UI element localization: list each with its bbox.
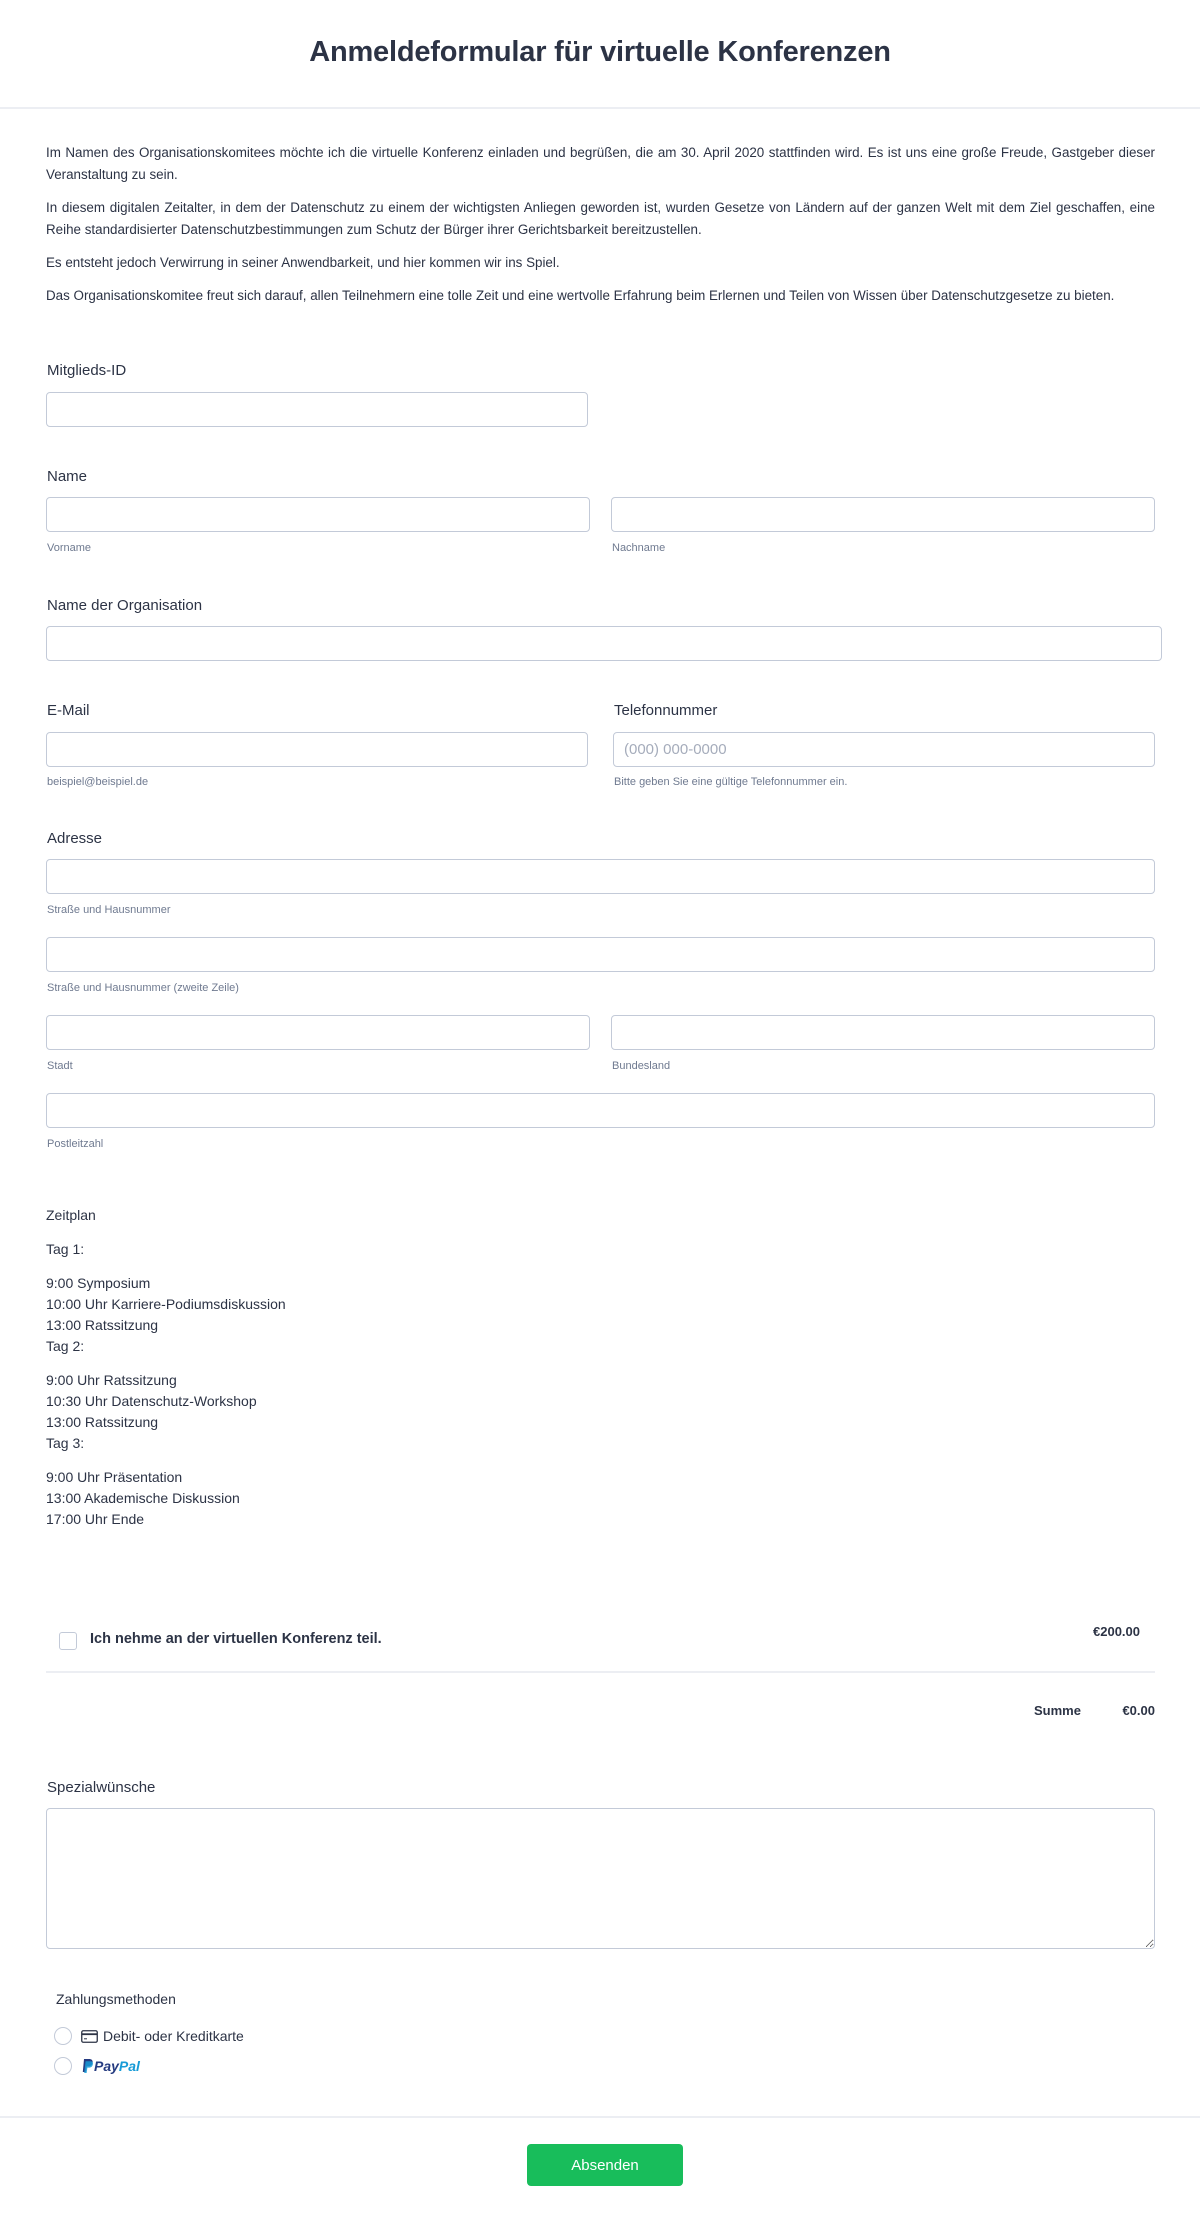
intro-paragraph: Es entsteht jedoch Verwirrung in seiner Anwendbarkeit, und hier kommen wir ins Spiel.: [46, 255, 560, 270]
schedule-item: 13:00 Ratssitzung: [46, 1414, 159, 1430]
intro-paragraph: Das Organisationskomitee freut sich darauf, allen Teilnehmern eine tolle Zeit und eine wertvolle Erfahrung beim Erlernen und Teilen von Wissen über Datenschutzgesetze zu bieten.: [46, 288, 1115, 303]
phone-sublabel: Bitte geben Sie eine gültige Telefonnummer ein.: [614, 776, 848, 788]
schedule-item: 9:00 Symposium: [46, 1275, 151, 1291]
organisation-label: Name der Organisation: [47, 597, 203, 614]
organisation-input[interactable]: [46, 626, 1162, 661]
member-id-input[interactable]: [46, 392, 588, 427]
submit-button[interactable]: Absenden: [527, 2144, 683, 2186]
phone-label: Telefonnummer: [614, 702, 718, 719]
member-id-label: Mitglieds-ID: [47, 362, 127, 379]
payment-radio-card[interactable]: [54, 2027, 72, 2045]
schedule-day-label: Tag 2:: [46, 1338, 85, 1354]
state-sublabel: Bundesland: [612, 1060, 671, 1072]
total-value: €0.00: [1122, 1703, 1155, 1718]
intro-paragraph: Im Namen des Organisationskomitees möchte ich die virtuelle Konferenz einladen und begrüßen, die am 30. April 2020 stattfinden wird. Es ist uns eine große Freude, Gastgeber dieser Veranstaltung zu sein.: [46, 145, 1155, 182]
schedule-item: 13:00 Akademische Diskussion: [46, 1490, 240, 1506]
phone-input[interactable]: [613, 732, 1155, 767]
attend-product-label[interactable]: Ich nehme an der virtuellen Konferenz teil.: [90, 1631, 382, 1647]
email-input[interactable]: [46, 732, 588, 767]
address-label: Adresse: [47, 830, 103, 847]
schedule-item: 17:00 Uhr Ende: [46, 1511, 145, 1527]
street-input[interactable]: [46, 859, 1155, 894]
payment-option-card-label[interactable]: Debit- oder Kreditkarte: [103, 2028, 244, 2044]
schedule-item: 9:00 Uhr Präsentation: [46, 1469, 183, 1485]
schedule-item: 9:00 Uhr Ratssitzung: [46, 1372, 177, 1388]
schedule-day-label: Tag 1:: [46, 1241, 85, 1257]
form-header: [0, 0, 1200, 109]
schedule-text: [46, 1205, 286, 1530]
name-label: Name: [47, 468, 88, 485]
product-divider: [46, 1671, 1155, 1673]
email-label: E-Mail: [47, 702, 90, 719]
paypal-pay-text: Pay: [94, 2058, 119, 2074]
page-title: Anmeldeformular für virtuelle Konferenzen: [309, 36, 891, 68]
first-name-sublabel: Vorname: [47, 542, 92, 554]
payment-radio-paypal[interactable]: [54, 2057, 72, 2075]
paypal-logo-icon: [82, 2059, 93, 2078]
attend-checkbox[interactable]: [59, 1632, 77, 1650]
zip-input[interactable]: [46, 1093, 1155, 1128]
footer-divider: [0, 2116, 1200, 2118]
schedule-title: Zeitplan: [46, 1207, 96, 1223]
city-input[interactable]: [46, 1015, 590, 1050]
special-requests-textarea[interactable]: [46, 1808, 1155, 1949]
intro-paragraph: In diesem digitalen Zeitalter, in dem der Datenschutz zu einem der wichtigsten Anliegen geworden ist, wurden Gesetze von Ländern auf der ganzen Welt mit dem Ziel geschaffen, eine Reihe standardisierter Datenschutzbestimmungen zum Schutz der Bürger ihrer Gerichtsbarkeit bereitzustellen.: [46, 200, 1155, 237]
last-name-input[interactable]: [611, 497, 1155, 532]
last-name-sublabel: Nachname: [612, 542, 666, 554]
total-label: Summe: [1034, 1703, 1081, 1718]
paypal-label[interactable]: [94, 2058, 140, 2074]
email-sublabel: beispiel@beispiel.de: [47, 776, 149, 788]
street2-input[interactable]: [46, 937, 1155, 972]
credit-card-icon: [81, 2030, 98, 2048]
state-input[interactable]: [611, 1015, 1155, 1050]
intro-text: [46, 142, 1155, 318]
street-sublabel: Straße und Hausnummer: [47, 904, 171, 916]
schedule-day-label: Tag 3:: [46, 1435, 85, 1451]
zip-sublabel: Postleitzahl: [47, 1138, 104, 1150]
paypal-pal-text: Pal: [118, 2058, 140, 2074]
city-sublabel: Stadt: [47, 1060, 73, 1072]
special-requests-label: Spezialwünsche: [47, 1779, 156, 1796]
schedule-item: 10:30 Uhr Datenschutz-Workshop: [46, 1393, 257, 1409]
schedule-item: 13:00 Ratssitzung: [46, 1317, 159, 1333]
payment-methods-label: Zahlungsmethoden: [56, 1991, 176, 2007]
schedule-item: 10:00 Uhr Karriere-Podiumsdiskussion: [46, 1296, 286, 1312]
product-price: €200.00: [1093, 1624, 1140, 1639]
street2-sublabel: Straße und Hausnummer (zweite Zeile): [47, 982, 239, 994]
first-name-input[interactable]: [46, 497, 590, 532]
